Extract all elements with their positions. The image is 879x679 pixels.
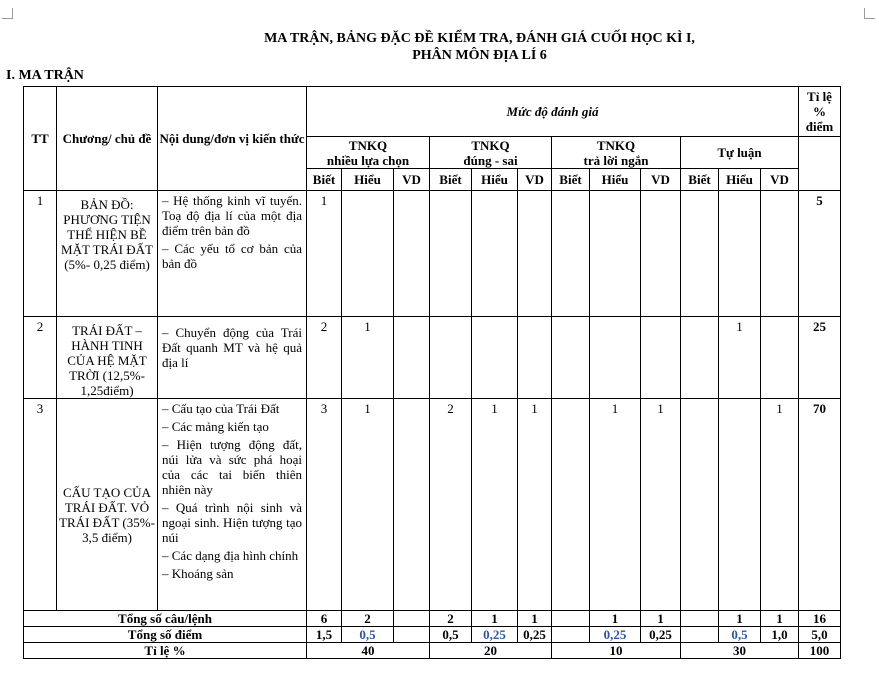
group-essay: Tự luận [681,137,799,169]
cell: 3 [307,399,342,611]
points-cell: 0,25 [472,627,518,643]
cell [552,399,590,611]
row-tt: 1 [24,191,57,317]
points-cell: 0,5 [430,627,472,643]
cell [590,191,641,317]
total-cell: 2 [430,611,472,627]
cell [518,191,552,317]
total-percent-label: Tỉ lệ % [24,643,307,659]
group-mcq-line1: TNKQ [348,137,388,153]
cell [719,191,761,317]
points-cell: 0,25 [518,627,552,643]
cell [552,317,590,399]
cell [641,191,681,317]
cell [394,317,430,399]
percent-mcq: 40 [307,643,430,659]
total-percent-ratio: 100 [799,643,841,659]
header-tt: TT [24,87,57,191]
content-item: – Quá trình nội sinh và ngoại sinh. Hiện tượng tạo núi [162,500,302,545]
sub-biet: Biết [681,169,719,191]
row-ratio: 5 [799,191,841,317]
document-title-line2: PHÂN MÔN ĐỊA LÍ 6 [412,48,547,63]
percent-essay: 30 [681,643,799,659]
points-cell: 0,5 [342,627,394,643]
total-questions-label: Tổng số câu/lệnh [24,611,307,627]
cell [518,317,552,399]
section-heading: I. MA TRẬN [6,68,84,83]
total-cell [394,611,430,627]
sub-vd: VD [518,169,552,191]
cell: 1 [590,399,641,611]
content-item: – Các mảng kiến tạo [162,419,269,434]
total-cell: 1 [761,611,799,627]
group-sa-line1: TNKQ [596,137,636,153]
cell: 1 [518,399,552,611]
header-ratio-blank [799,137,841,191]
row-chapter: BẢN ĐỒ: PHƯƠNG TIỆN THỂ HIỆN BỀ MẶT TRÁI ĐẤT (5%- 0,25 điểm) [57,191,158,317]
row-chapter: TRÁI ĐẤT – HÀNH TINH CỦA HỆ MẶT TRỜI (12,5%- 1,25điểm) [57,317,158,399]
cell [394,399,430,611]
row-chapter: CẤU TẠO CỦA TRÁI ĐẤT. VỎ TRÁI ĐẤT (35%- 3,5 điểm) [57,399,158,611]
total-cell: 1 [472,611,518,627]
total-questions-row [24,611,841,627]
sub-vd: VD [761,169,799,191]
group-short-answer [552,137,681,169]
row-content [158,191,307,317]
row-ratio: 25 [799,317,841,399]
group-mcq-line2: nhiều lựa chọn [326,152,410,168]
cell [430,317,472,399]
cell [552,191,590,317]
points-cell: 1,5 [307,627,342,643]
percent-true-false: 20 [430,643,552,659]
header-content: Nội dung/đơn vị kiến thức [158,87,307,191]
content-item: – Các yếu tố cơ bản của bản đồ [162,241,302,271]
total-cell: 1 [641,611,681,627]
cell [430,191,472,317]
points-cell: 0,25 [590,627,641,643]
cell: 1 [472,399,518,611]
sub-biet: Biết [430,169,472,191]
group-tf-line1: TNKQ [471,137,510,153]
table-row [24,191,841,317]
header-level: Mức độ đánh giá [307,87,799,137]
total-questions-ratio: 16 [799,611,841,627]
cell [681,317,719,399]
document-title-line1: MA TRẬN, BẢNG ĐẶC ĐỀ KIỂM TRA, ĐÁNH GIÁ CUỐI HỌC KÌ I, [264,31,695,46]
total-cell: 1 [518,611,552,627]
total-cell: 1 [719,611,761,627]
group-true-false [430,137,552,169]
sub-hieu: Hiểu [590,169,641,191]
row-ratio: 70 [799,399,841,611]
cell [394,191,430,317]
page-corner-mark-right [864,8,875,19]
table-row [24,317,841,399]
cell: 1 [719,317,761,399]
total-cell [552,611,590,627]
group-tf-line2: đúng - sai [463,152,518,168]
cell [472,191,518,317]
total-points-label: Tổng số điểm [24,627,307,643]
cell [761,317,799,399]
sub-hieu: Hiểu [472,169,518,191]
total-cell [681,611,719,627]
row-content [158,317,307,399]
header-ratio: Tỉ lệ % điểm [799,87,841,137]
cell [681,399,719,611]
points-cell: 0,25 [641,627,681,643]
total-points-row [24,627,841,643]
cell [681,191,719,317]
cell: 1 [342,317,394,399]
cell [590,317,641,399]
table-row [24,399,841,611]
cell: 1 [641,399,681,611]
points-cell: 0,5 [719,627,761,643]
content-item: – Hiện tượng động đất, núi lửa và sức phá hoại của các tai biến thiên nhiên này [162,437,302,497]
cell [641,317,681,399]
total-cell: 6 [307,611,342,627]
total-points-ratio: 5,0 [799,627,841,643]
header-chapter: Chương/ chủ đề [57,87,158,191]
cell [342,191,394,317]
cell: 2 [430,399,472,611]
sub-hieu: Hiểu [342,169,394,191]
points-cell: 1,0 [761,627,799,643]
cell [472,317,518,399]
percent-short-answer: 10 [552,643,681,659]
cell: 1 [307,191,342,317]
row-content [158,399,307,611]
content-item: – Hệ thống kinh vĩ tuyến. Toạ độ địa lí của một địa điểm trên bản đồ [162,193,302,238]
group-sa-line2: trả lời ngắn [583,152,649,168]
cell: 1 [761,399,799,611]
sub-biet: Biết [307,169,342,191]
cell: 1 [342,399,394,611]
row-tt: 3 [24,399,57,611]
content-item: – Các dạng địa hình chính [162,548,299,563]
group-mcq [307,137,430,169]
total-cell: 2 [342,611,394,627]
page-corner-mark-left [2,8,13,19]
cell [719,399,761,611]
sub-vd: VD [641,169,681,191]
content-item: – Chuyển động của Trái Đất quanh MT và hệ quả địa lí [162,325,302,370]
content-item: – Khoáng sản [162,566,234,581]
content-item: – Cấu tạo của Trái Đất [162,401,280,416]
points-cell [681,627,719,643]
sub-vd: VD [394,169,430,191]
points-cell [552,627,590,643]
cell: 2 [307,317,342,399]
row-tt: 2 [24,317,57,399]
total-cell: 1 [590,611,641,627]
total-percent-row [24,643,841,659]
sub-biet: Biết [552,169,590,191]
sub-hieu: Hiểu [719,169,761,191]
points-cell [394,627,430,643]
assessment-matrix-table [23,86,841,659]
cell [761,191,799,317]
